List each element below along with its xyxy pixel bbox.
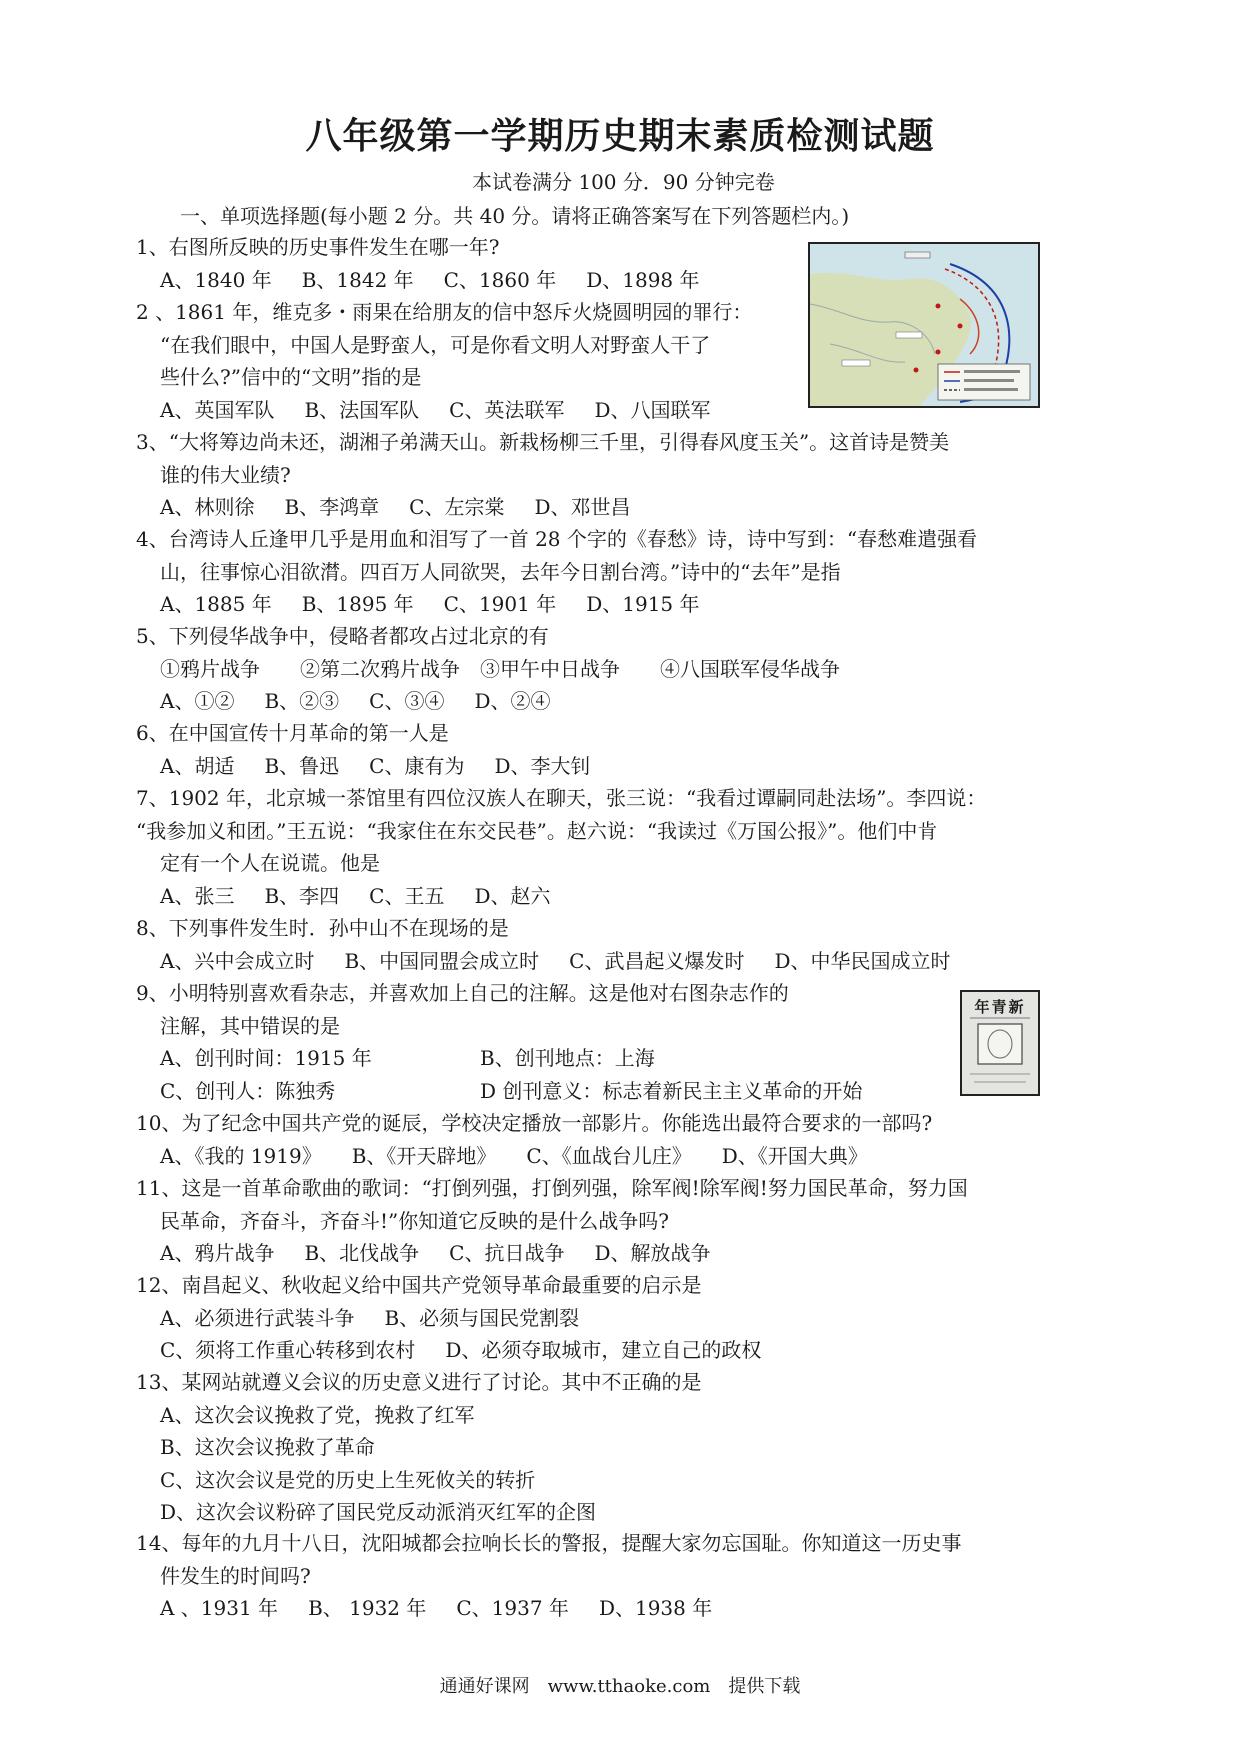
option-b: B、法国军队	[304, 397, 420, 422]
option-c: C、王五	[369, 883, 445, 908]
historical-map-figure	[808, 242, 1040, 408]
option-c: C、武昌起义爆发时	[569, 948, 745, 973]
question-text: 12、南昌起义、秋收起义给中国共产党领导革命最重要的启示是	[136, 1273, 702, 1297]
option-d: D、②④	[474, 689, 551, 713]
option-b: B、李鸿章	[284, 495, 380, 519]
question-5	[136, 620, 840, 718]
option-c: C、《血战台儿庄》	[526, 1143, 692, 1168]
option-a: A、《我的 1919》	[160, 1143, 322, 1168]
question-text: 民革命，齐奋斗，齐奋斗!”你知道它反映的是什么战争吗?	[160, 1208, 669, 1233]
option-b: B、②③	[264, 689, 340, 713]
option-d: D、邓世昌	[534, 495, 631, 519]
question-12	[136, 1269, 761, 1367]
question-2	[136, 296, 752, 426]
question-options	[136, 750, 591, 783]
option-c: C、左宗棠	[409, 495, 505, 519]
option-c: C、抗日战争	[449, 1241, 565, 1265]
question-text: ①鸦片战争 ②第二次鸦片战争 ③甲午中日战争 ④八国联军侵华战争	[160, 656, 840, 681]
question-options-row-2	[136, 1075, 862, 1108]
option-b: B、1842 年	[301, 267, 414, 292]
question-text: 2 、1861 年，维克多・雨果在给朋友的信中怒斥火烧圆明园的罪行：	[136, 300, 753, 324]
question-text: 些什么?”信中的“文明”指的是	[160, 365, 422, 389]
question-options	[136, 491, 949, 524]
page-footer: 通通好课网 www.tthaoke.com 提供下载	[439, 1676, 801, 1697]
option-b: B、鲁迅	[264, 753, 340, 778]
question-3	[136, 426, 949, 524]
question-options	[136, 588, 977, 621]
question-14	[136, 1527, 961, 1625]
option-b: B、创刊地点：上海	[480, 1046, 655, 1070]
question-9	[136, 977, 862, 1107]
question-8	[136, 912, 951, 977]
option-a: A、1840 年	[160, 267, 272, 292]
question-text: 14、每年的九月十八日，沈阳城都会拉响长长的警报，提醒大家勿忘国耻。你知道这一历史事	[136, 1531, 962, 1555]
question-10	[136, 1107, 932, 1172]
question-options	[136, 264, 700, 297]
option-c: C、1860 年	[443, 267, 557, 292]
question-text: 7、1902 年，北京城一茶馆里有四位汉族人在聊天，张三说：“我看过谭嗣同赴法场”。李四说：	[136, 786, 987, 810]
question-text: 山，往事惊心泪欲潸。四百万人同欲哭，去年今日割台湾。”诗中的“去年”是指	[160, 559, 841, 584]
option-a: A、张三	[160, 883, 235, 908]
option-d: D、赵六	[474, 883, 551, 908]
question-options	[136, 685, 840, 718]
option-c: C、这次会议是党的历史上生死攸关的转折	[160, 1467, 536, 1492]
question-7	[136, 782, 986, 912]
question-6	[136, 717, 591, 782]
question-options-row-2	[136, 1334, 761, 1367]
question-1	[136, 231, 700, 296]
option-d: D、1915 年	[586, 592, 700, 616]
option-d: D 创刊意义：标志着新民主主义革命的开始	[480, 1078, 863, 1103]
question-options	[136, 1140, 932, 1173]
option-a: A、兴中会成立时	[160, 948, 315, 973]
option-c: C、须将工作重心转移到农村	[160, 1338, 416, 1362]
question-options	[136, 945, 951, 978]
option-c: C、康有为	[369, 753, 465, 778]
question-text: 4、台湾诗人丘逢甲几乎是用血和泪写了一首 28 个字的《春愁》诗，诗中写到：“春愁难遣强看	[136, 527, 978, 551]
option-d: D、必须夺取城市，建立自己的政权	[445, 1338, 762, 1362]
question-text: 6、在中国宣传十月革命的第一人是	[136, 721, 449, 745]
option-d: D、八国联军	[594, 397, 711, 422]
question-text: 注解，其中错误的是	[160, 1013, 340, 1038]
magazine-cover-figure	[960, 990, 1040, 1096]
option-a: A、林则徐	[160, 495, 255, 519]
question-options	[136, 394, 752, 427]
option-d: D、这次会议粉碎了国民党反动派消灭红军的企图	[160, 1500, 597, 1524]
question-text: “在我们眼中，中国人是野蛮人，可是你看文明人对野蛮人干了	[160, 332, 711, 357]
option-d: D、1938 年	[598, 1596, 713, 1620]
option-d: D、1898 年	[586, 267, 700, 292]
option-b: B、李四	[264, 883, 340, 908]
question-text: 定有一个人在说谎。他是	[160, 851, 380, 875]
option-d: D、中华民国成立时	[774, 948, 951, 973]
option-c: C、③④	[369, 689, 445, 713]
map-image	[810, 244, 1038, 406]
question-options	[136, 1592, 961, 1625]
option-a: A、鸦片战争	[160, 1241, 275, 1265]
question-text: 1、右图所反映的历史事件发生在哪一年?	[136, 235, 500, 259]
option-a: A、1885 年	[160, 592, 272, 616]
question-options	[136, 1237, 968, 1270]
question-text: 8、下列事件发生时．孙中山不在现场的是	[136, 916, 509, 940]
question-text: 5、下列侵华战争中，侵略者都攻占过北京的有	[136, 624, 549, 648]
question-options-row-1	[136, 1042, 862, 1075]
page-title: 八年级第一学期历史期末素质检测试题	[305, 116, 935, 157]
question-text: 9、小明特别喜欢看杂志，并喜欢加上自己的注解。这是他对右图杂志作的	[136, 981, 789, 1005]
question-text: 10、为了纪念中国共产党的诞辰，学校决定播放一部影片。你能选出最符合要求的一部吗?	[136, 1111, 933, 1135]
option-b: B、这次会议挽救了革命	[160, 1435, 375, 1459]
question-11	[136, 1172, 968, 1270]
option-b: B、中国同盟会成立时	[344, 948, 540, 973]
option-a: A、英国军队	[160, 397, 275, 422]
option-c: C、英法联军	[449, 397, 565, 422]
question-text: “我参加义和团。”王五说：“我家住在东交民巷”。赵六说：“我读过《万国公报》”。他们中肯	[136, 818, 938, 843]
question-options	[136, 880, 986, 913]
magazine-illustration	[962, 992, 1038, 1094]
option-a: A、胡适	[160, 753, 235, 778]
question-text: 3、“大将筹边尚未还，湖湘子弟满天山。新栽杨柳三千里，引得春风度玉关”。这首诗是赞美	[136, 430, 950, 454]
option-b: B、1895 年	[301, 592, 414, 616]
question-text: 件发生的时间吗?	[160, 1563, 311, 1588]
question-text: 谁的伟大业绩?	[160, 462, 291, 487]
option-a: A、创刊时间：1915 年	[160, 1046, 372, 1070]
option-b: B、北伐战争	[304, 1241, 420, 1265]
option-a: A、①②	[160, 689, 235, 713]
option-c: C、1937 年	[456, 1596, 569, 1620]
question-13	[136, 1366, 701, 1529]
option-a: A 、1931 年	[160, 1596, 279, 1620]
option-b: B、必须与国民党割裂	[384, 1305, 580, 1330]
question-text: 13、某网站就遵义会议的历史意义进行了讨论。其中不正确的是	[136, 1370, 702, 1394]
option-c: C、1901 年	[443, 592, 557, 616]
option-d: D、《开国大典》	[721, 1143, 868, 1168]
question-options-row-1	[136, 1302, 761, 1335]
exam-subtitle: 本试卷满分 100 分．90 分钟完卷	[472, 170, 775, 194]
option-d: D、解放战争	[594, 1241, 711, 1265]
option-a: A、这次会议挽救了党，挽救了红军	[160, 1402, 475, 1427]
option-a: A、必须进行武装斗争	[160, 1305, 355, 1330]
option-b: B、《开天辟地》	[351, 1143, 497, 1168]
option-c: C、创刊人：陈独秀	[160, 1078, 336, 1103]
question-text: 11、这是一首革命歌曲的歌词：“打倒列强，打倒列强，除军阀!除军阀!努力国民革命，努力国	[136, 1176, 968, 1200]
question-4	[136, 523, 977, 621]
section-heading: 一、单项选择题(每小题 2 分。共 40 分。请将正确答案写在下列答题栏内。)	[180, 204, 850, 228]
option-b: B、 1932 年	[308, 1596, 427, 1620]
option-d: D、李大钊	[494, 753, 591, 778]
magazine-title: 年青新	[974, 998, 1026, 1016]
